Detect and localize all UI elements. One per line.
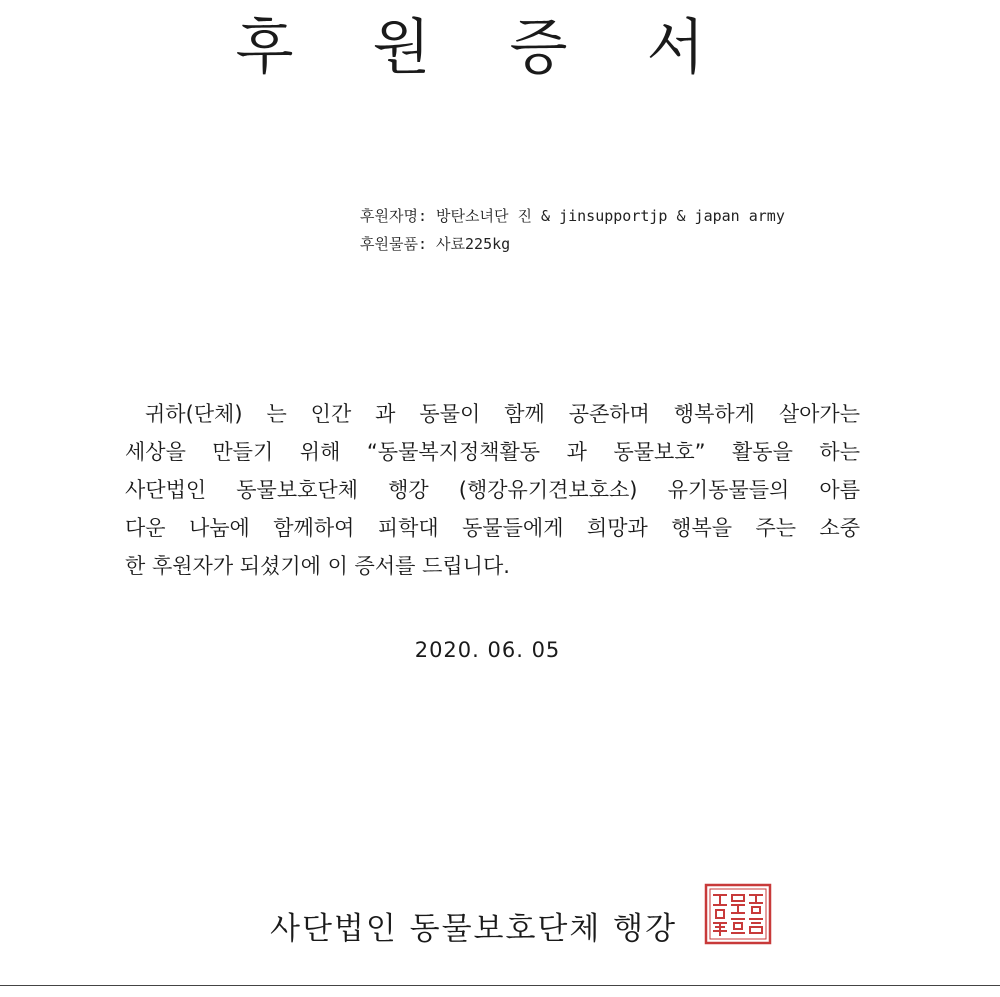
body-line-2: 세상을 만들기 위해 “동물복지정책활동 과 동물보호” 활동을 하는: [125, 440, 860, 464]
donated-item-label: 후원물품:: [360, 235, 427, 253]
official-seal-stamp: [704, 883, 772, 945]
body-line-4: 다운 나눔에 함께하여 피학대 동물들에게 희망과 행복을 주는 소중: [125, 516, 860, 540]
body-line-5: 한 후원자가 되셨기에 이 증서를 드립니다.: [125, 554, 510, 578]
donor-info: [360, 202, 785, 258]
donor-name-row: [360, 202, 785, 230]
body-line-3: 사단법인 동물보호단체 행강 (행강유기견보호소) 유기동물들의 아름: [125, 478, 860, 502]
issuer-name: 사단법인 동물보호단체 행강: [270, 911, 678, 947]
donor-name-value: 방탄소녀단 진 & jinsupportjp & japan army: [436, 207, 785, 225]
donated-item-value: 사료225kg: [436, 235, 511, 253]
certificate-body: [125, 395, 860, 585]
donated-item-row: [360, 230, 785, 258]
bottom-divider: [0, 985, 1000, 986]
issue-date: 2020. 06. 05: [414, 638, 561, 662]
body-line-1: 귀하(단체) 는 인간 과 동물이 함께 공존하며 행복하게 살아가는: [145, 402, 860, 426]
certificate-title: 후 원 증 서: [235, 13, 735, 83]
donor-name-label: 후원자명:: [360, 207, 427, 225]
